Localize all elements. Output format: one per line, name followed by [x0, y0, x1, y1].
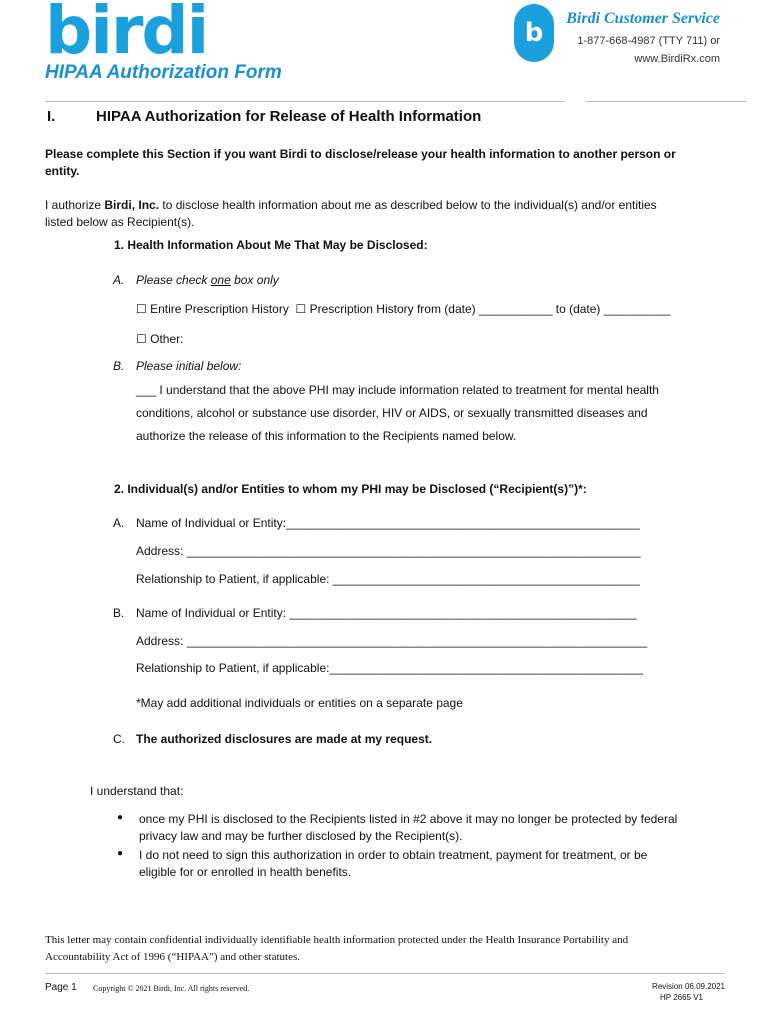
checkbox-row-1 — [136, 301, 671, 318]
initial-line-3: authorize the release of this information to the Recipients named below. — [136, 429, 517, 443]
page-number: Page 1 — [45, 982, 77, 993]
section-intro: Please complete this Section if you want Birdi to disclose/release your health information to another person or entity. — [45, 147, 676, 178]
footer-divider — [45, 973, 725, 974]
form-code: HP 2665 V1 — [660, 993, 703, 1002]
recipient-a-relationship-field[interactable]: Relationship to Patient, if applicable: ______________________________________________ — [136, 572, 640, 586]
item1-b-label: B. — [113, 359, 125, 373]
initial-line-2: conditions, alcohol or substance use disorder, HIV or AIDS, or sexually transmitted diseases and — [136, 406, 648, 420]
checkbox-entire-history-label: Entire Prescription History — [150, 302, 289, 316]
checkbox-entire-history[interactable]: ☐ — [136, 302, 147, 316]
item2-a-label: A. — [113, 516, 125, 530]
customer-service-title: Birdi Customer Service — [566, 10, 720, 27]
authorize-prefix: I authorize — [45, 198, 105, 212]
authorize-suffix: to disclose health information about me as described below to the individual(s) and/or entities — [159, 198, 657, 212]
recipient-b-relationship-field[interactable]: Relationship to Patient, if applicable:_______________________________________________ — [136, 661, 644, 675]
section-title: HIPAA Authorization for Release of Health Information — [96, 108, 482, 125]
confidentiality-notice: This letter may contain confidential individually identifiable health information protected under the Health Insurance Portability and Accountability Act of 1996 (“HIPAA”) and other statutes. — [45, 934, 629, 963]
birdi-logo: birdi — [45, 0, 208, 69]
item2-c-label: C. — [113, 732, 125, 746]
item1-b-instruction: Please initial below: — [136, 359, 242, 373]
item1-a-instruction: Please check one box only — [136, 273, 279, 287]
recipient-a-address-field[interactable]: Address: ____________________________________________________________________ — [136, 544, 641, 558]
authorize-company: Birdi, Inc. — [104, 198, 160, 212]
understand-bullet-2: I do not need to sign this authorization in order to obtain treatment, payment for treatment, or be — [139, 848, 648, 862]
header-divider-right — [586, 101, 746, 102]
checkbox-date-range[interactable]: ☐ — [295, 302, 307, 316]
checkbox-other[interactable]: ☐ — [136, 332, 147, 346]
understand-lead: I understand that: — [90, 784, 184, 798]
header-divider — [45, 101, 565, 102]
checkbox-other-label: Other: — [150, 332, 184, 346]
item1-a-label: A. — [113, 273, 125, 287]
bullet-icon: ● — [117, 812, 124, 823]
recipient-b-address-field[interactable]: Address: _____________________________________________________________________ — [136, 634, 648, 648]
customer-service-website[interactable]: www.BirdiRx.com — [634, 53, 720, 65]
understand-bullet-1: once my PHI is disclosed to the Recipients listed in #2 above it may no longer be protected by federal — [139, 812, 678, 826]
section-number: I. — [47, 108, 56, 125]
revision: Revision 06.09.2021 — [652, 982, 725, 991]
item2-heading: 2. Individual(s) and/or Entities to whom my PHI may be Disclosed (“Recipient(s)”)*: — [114, 482, 587, 496]
authorize-statement-cont: listed below as Recipient(s). — [45, 215, 195, 229]
copyright: Copyright © 2021 Birdi, Inc. All rights reserved. — [93, 984, 250, 993]
understand-bullet-1-cont: privacy law and may be further disclosed by the Recipient(s). — [139, 829, 463, 843]
customer-service-phone: 1-877-668-4987 (TTY 711) or — [577, 35, 720, 47]
checkbox-date-range-label: Prescription History from (date) ___________ to (date) __________ — [309, 302, 671, 316]
initial-line-1: ___ I understand that the above PHI may include information related to treatment for mental health — [136, 383, 659, 397]
recipient-a-name-field[interactable]: Name of Individual or Entity:_____________________________________________________ — [136, 516, 640, 530]
item2-c-text: The authorized disclosures are made at my request. — [136, 732, 433, 746]
authorize-statement — [45, 197, 745, 214]
item1-heading: 1. Health Information About Me That May be Disclosed: — [114, 238, 428, 252]
understand-bullet-2-cont: eligible for or enrolled in health benefits. — [139, 865, 352, 879]
additional-recipients-note: *May add additional individuals or entities on a separate page — [136, 696, 463, 710]
form-title: HIPAA Authorization Form — [45, 62, 282, 83]
bullet-icon: ● — [117, 848, 124, 859]
birdi-badge-icon: b — [514, 4, 554, 62]
recipient-b-name-field[interactable]: Name of Individual or Entity: ____________________________________________________ — [136, 606, 637, 620]
item2-b-label: B. — [113, 606, 125, 620]
checkbox-row-2 — [136, 331, 183, 348]
